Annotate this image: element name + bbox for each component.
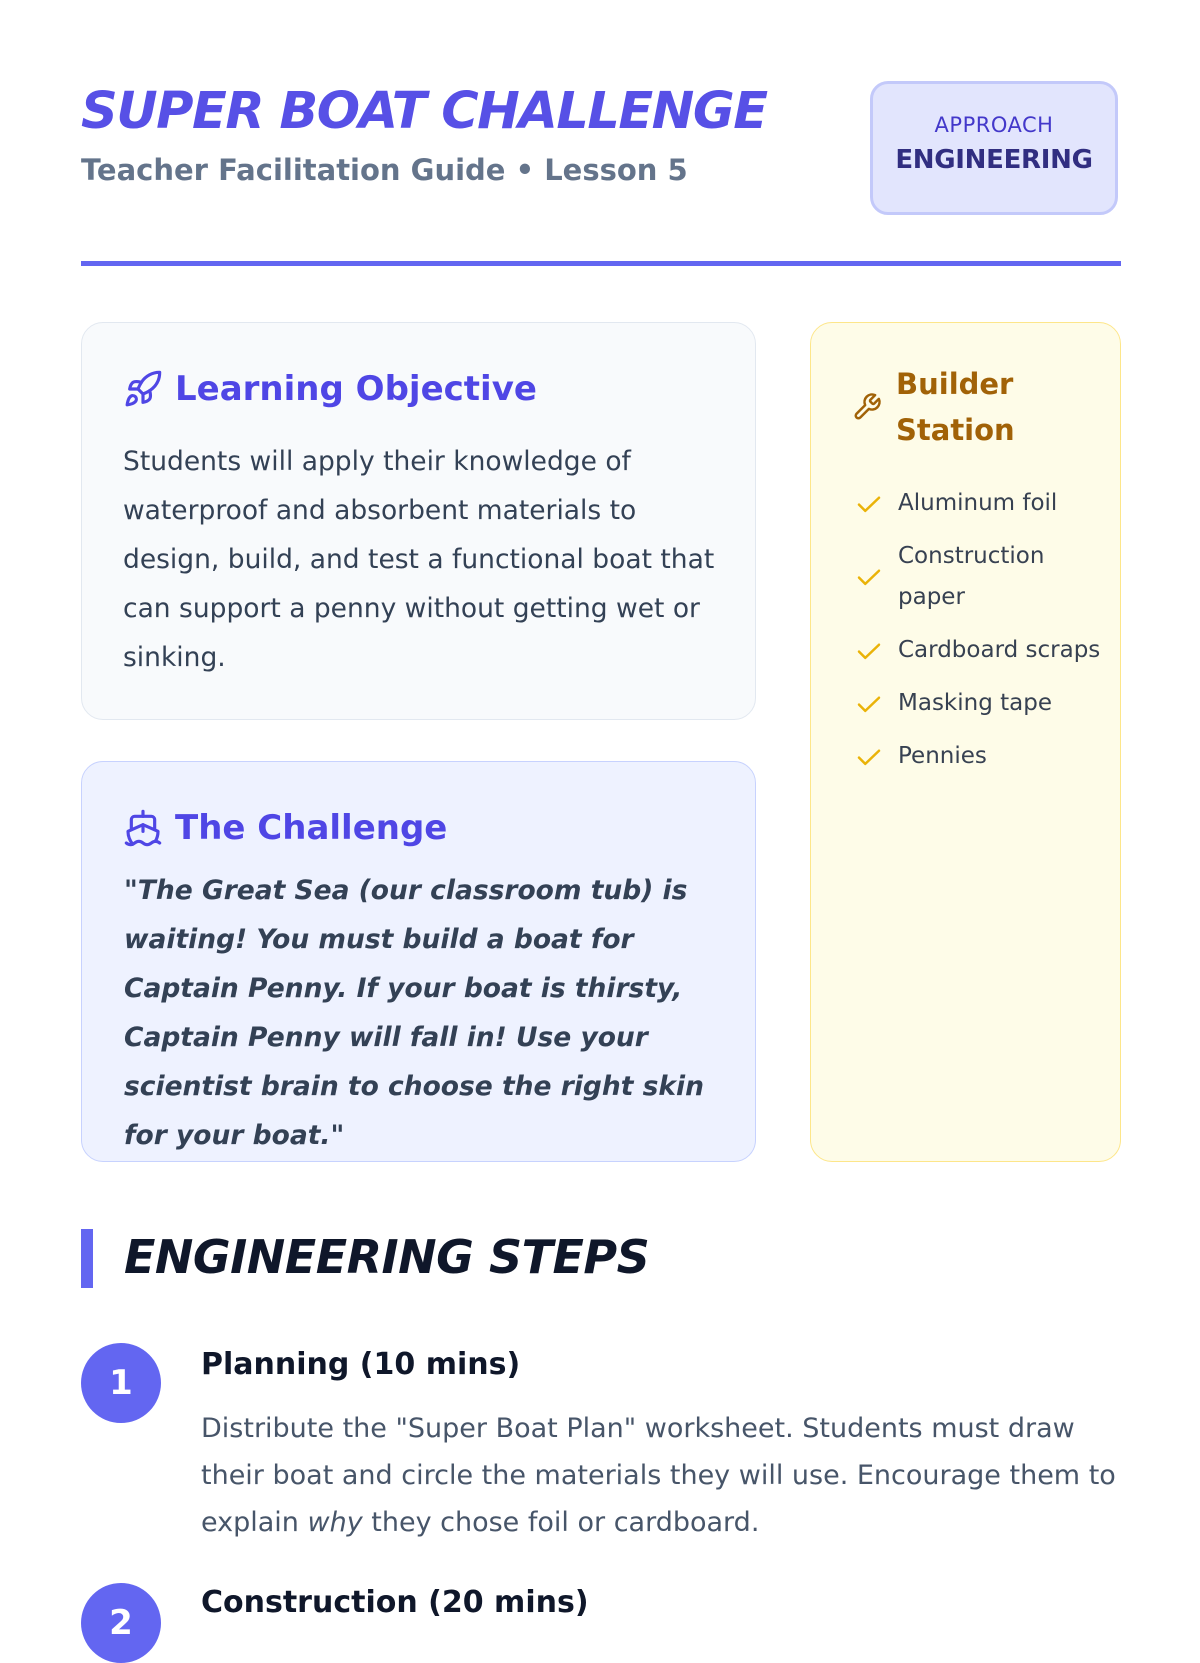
header-divider bbox=[81, 261, 1121, 266]
challenge-card bbox=[81, 761, 756, 1162]
ship-icon bbox=[123, 808, 163, 848]
step-number-badge: 2 bbox=[81, 1583, 161, 1663]
learning-objective-header bbox=[123, 367, 537, 411]
material-label: Aluminum foil bbox=[898, 490, 1058, 516]
check-icon bbox=[854, 689, 884, 719]
challenge-header bbox=[123, 806, 447, 850]
check-icon bbox=[854, 636, 884, 666]
page-title: SUPER BOAT CHALLENGE bbox=[81, 82, 767, 141]
check-icon bbox=[854, 489, 884, 519]
page-subtitle: Teacher Facilitation Guide • Lesson 5 bbox=[81, 153, 688, 187]
approach-value: ENGINEERING bbox=[895, 145, 1093, 175]
builder-station-card bbox=[810, 322, 1121, 1162]
list-item bbox=[854, 630, 1104, 671]
step-description-emphasis: why bbox=[307, 1507, 363, 1538]
learning-objective-title: Learning Objective bbox=[175, 369, 537, 409]
list-item bbox=[854, 736, 1104, 777]
list-item bbox=[854, 683, 1104, 724]
challenge-text: "The Great Sea (our classroom tub) is waiting! You must build a boat for Captain Penny. If your boat is thirsty, Captain Penny will fall in! Use your scientist brain to choose the right skin for your boat." bbox=[124, 875, 704, 1151]
section-title: ENGINEERING STEPS bbox=[124, 1230, 650, 1284]
guide-page bbox=[81, 0, 1121, 1643]
step-description-text: Distribute the "Super Boat Plan" worksheet. Students must draw their boat and circle the materials they will use. Encourage them to explain bbox=[201, 1413, 1116, 1538]
step-title: Planning (10 mins) bbox=[201, 1347, 521, 1382]
material-label: Construction paper bbox=[898, 543, 1045, 610]
check-icon bbox=[854, 742, 884, 772]
learning-objective-card bbox=[81, 322, 756, 720]
builder-station-header bbox=[852, 361, 1076, 453]
materials-list bbox=[854, 483, 1104, 789]
section-accent-bar bbox=[81, 1229, 93, 1288]
material-label: Pennies bbox=[898, 743, 987, 769]
wrench-icon bbox=[852, 392, 882, 422]
step-title: Construction (20 mins) bbox=[201, 1585, 589, 1620]
approach-badge bbox=[870, 81, 1118, 215]
approach-label: APPROACH bbox=[934, 113, 1054, 137]
list-item bbox=[854, 483, 1104, 524]
list-item bbox=[854, 536, 1104, 618]
learning-objective-text: Students will apply their knowledge of waterproof and absorbent materials to design, build, and test a functional boat that can support a penny without getting wet or sinking. bbox=[123, 446, 715, 673]
step-description-text-end: they chose foil or cardboard. bbox=[362, 1507, 760, 1538]
step-number-badge: 1 bbox=[81, 1343, 161, 1423]
material-label: Cardboard scraps bbox=[898, 637, 1101, 663]
material-label: Masking tape bbox=[898, 690, 1052, 716]
step-description bbox=[201, 1405, 1121, 1546]
rocket-icon bbox=[123, 369, 163, 409]
check-icon bbox=[854, 562, 884, 592]
builder-station-title: Builder Station bbox=[896, 367, 1015, 447]
challenge-title: The Challenge bbox=[175, 808, 448, 848]
